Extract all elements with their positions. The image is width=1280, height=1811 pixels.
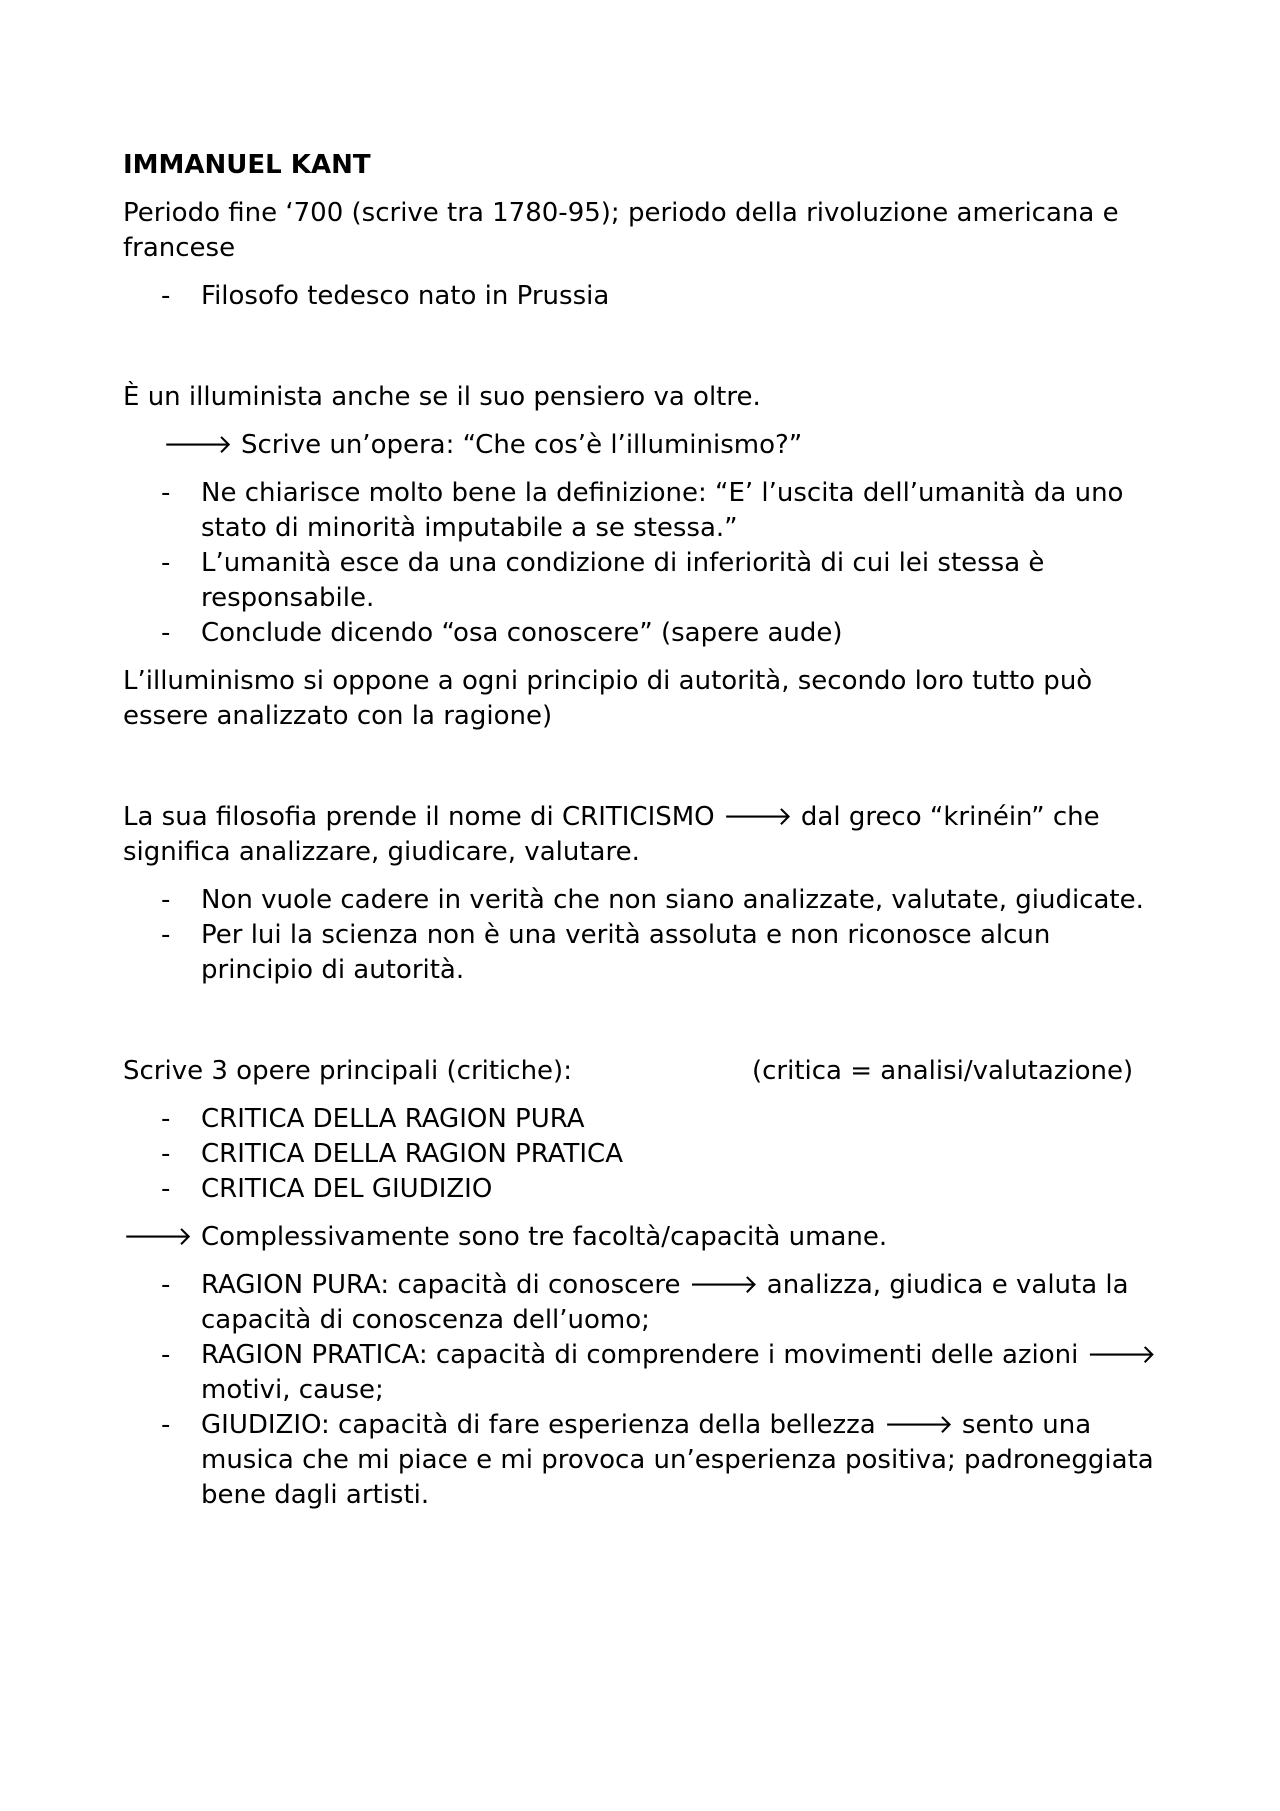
list-item	[123, 918, 1168, 988]
document-page	[123, 148, 1168, 1526]
list-item-text: CRITICA DEL GIUDIZIO	[201, 1174, 493, 1204]
list-item-text: Filosofo tedesco nato in Prussia	[201, 281, 610, 311]
opera-arrow-line: 🡒 Scrive un’opera: “Che cos’è l’illuminismo?”	[163, 430, 803, 460]
dash-bullet: -	[161, 618, 171, 648]
illuminismo-paragraph: L’illuminismo si oppone a ogni principio di autorità, secondo loro tutto può essere analizzato con la ragione)	[123, 666, 1093, 731]
list-item-text: RAGION PURA: capacità di conoscere 🡒 analizza, giudica e valuta la capacità di conoscenza dell’uomo;	[201, 1270, 1129, 1335]
list-item	[123, 1172, 1168, 1207]
dash-bullet: -	[161, 1410, 171, 1440]
opera-bullet-list	[123, 476, 1168, 651]
spacer	[123, 327, 1168, 380]
list-item-text: CRITICA DELLA RAGION PRATICA	[201, 1139, 623, 1169]
dash-bullet: -	[161, 281, 171, 311]
list-item-text: Ne chiarisce molto bene la definizione: “E’ l’uscita dell’umanità da uno stato di minorità imputabile a se stessa.”	[201, 478, 1124, 543]
facolta-bullet-list	[123, 1268, 1168, 1513]
list-item	[123, 883, 1168, 918]
list-item	[123, 546, 1168, 616]
facolta-arrow-line: 🡒 Complessivamente sono tre facoltà/capacità umane.	[123, 1222, 888, 1252]
list-item	[123, 1268, 1168, 1338]
dash-bullet: -	[161, 1174, 171, 1204]
dash-bullet: -	[161, 920, 171, 950]
list-item-text: Non vuole cadere in verità che non siano analizzate, valutate, giudicate.	[201, 885, 1144, 915]
list-item	[123, 616, 1168, 651]
list-item-text: Conclude dicendo “osa conoscere” (sapere aude)	[201, 618, 843, 648]
list-item-text: GIUDIZIO: capacità di fare esperienza della bellezza 🡒 sento una musica che mi piace e mi provoca un’esperienza positiva; padroneggiata bene dagli artisti.	[201, 1410, 1154, 1510]
dash-bullet: -	[161, 478, 171, 508]
document-title: IMMANUEL KANT	[123, 150, 371, 180]
intro-bullet-list	[123, 279, 1168, 314]
list-item	[123, 1338, 1168, 1408]
criticismo-bullet-list	[123, 883, 1168, 988]
spacer	[123, 747, 1168, 800]
intro-paragraph: Periodo fine ‘700 (scrive tra 1780-95); periodo della rivoluzione americana e francese	[123, 198, 1119, 263]
dash-bullet: -	[161, 1104, 171, 1134]
criticismo-paragraph: La sua filosofia prende il nome di CRITICISMO 🡒 dal greco “krinéin” che significa analizzare, giudicare, valutare.	[123, 802, 1100, 867]
list-item-text: CRITICA DELLA RAGION PURA	[201, 1104, 585, 1134]
dash-bullet: -	[161, 885, 171, 915]
opere-intro-paragraph	[123, 1054, 1168, 1089]
illuminista-paragraph: È un illuminista anche se il suo pensiero va oltre.	[123, 382, 761, 412]
opere-intro-right: (critica = analisi/valutazione)	[751, 1056, 1134, 1086]
list-item	[123, 1408, 1168, 1513]
dash-bullet: -	[161, 548, 171, 578]
opere-bullet-list	[123, 1102, 1168, 1207]
list-item-text: L’umanità esce da una condizione di inferiorità di cui lei stessa è responsabile.	[201, 548, 1045, 613]
list-item-text: Per lui la scienza non è una verità assoluta e non riconosce alcun principio di autorità.	[201, 920, 1051, 985]
list-item	[123, 279, 1168, 314]
list-item	[123, 1137, 1168, 1172]
spacer	[123, 1001, 1168, 1054]
list-item	[123, 1102, 1168, 1137]
opere-intro-left: Scrive 3 opere principali (critiche):	[123, 1056, 572, 1086]
dash-bullet: -	[161, 1139, 171, 1169]
dash-bullet: -	[161, 1270, 171, 1300]
dash-bullet: -	[161, 1340, 171, 1370]
list-item-text: RAGION PRATICA: capacità di comprendere i movimenti delle azioni 🡒 motivi, cause;	[201, 1340, 1157, 1405]
list-item	[123, 476, 1168, 546]
